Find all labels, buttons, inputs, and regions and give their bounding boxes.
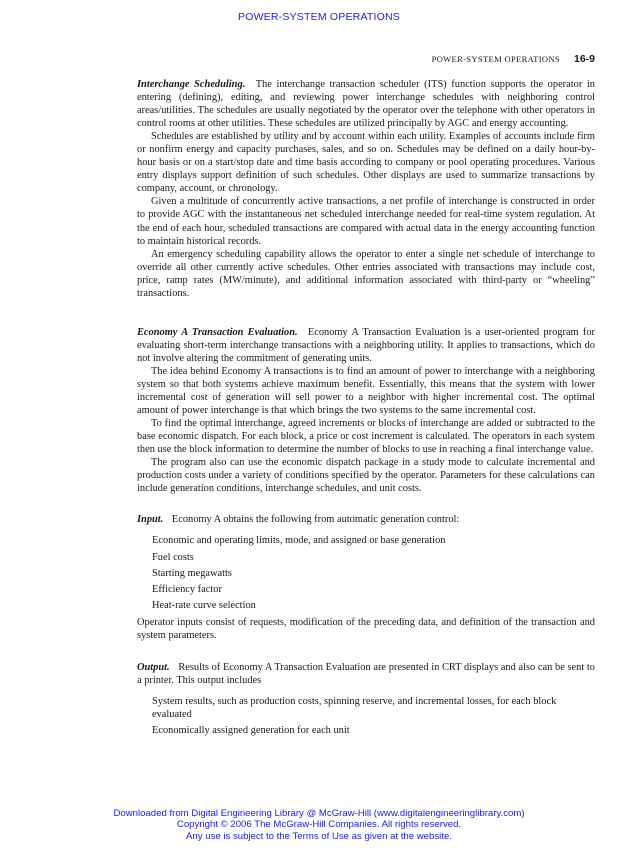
economy-paragraph-4: The program also can use the economic dispatch package in a study mode to calculate incremental and production costs under a variety of conditions specified by the operator. Parameters for these calculations can include generation conditions, interchange schedules, and unit costs. [137,457,595,495]
interchange-paragraph-2: Schedules are established by utility and by account within each utility. Examples of accounts include firm or nonfirm energy and capacity purchases, sales, and so on. Schedules may be defined on a daily hour-by-hour basis or on a start/stop date and time basis according to company or pool operating procedures. Various entry displays support definition of such schedules. Other displays are used to summarize transactions by company, account, or chronology. [137,131,595,195]
input-after-paragraph: Operator inputs consist of requests, modification of the preceding data, and definition of the transaction and system parameters. [137,617,595,642]
input-heading: Input. [137,514,164,526]
page-content [137,78,595,740]
list-item: Heat-rate curve selection [152,600,256,612]
interchange-text-1: The interchange transaction scheduler (ITS) function supports the operator in entering (defining), editing, and reviewing power interchange schedules with neighboring control areas/utilities. The schedules are usually negotiated by the operator over the telephone with other operators in control rooms at other utilities. These schedules are utilized principally by AGC and energy accounting. [137,79,595,130]
list-item: System results, such as production costs, spinning reserve, and incremental losses, for each block evaluated [152,695,557,720]
output-intro-paragraph [137,661,595,687]
list-item: Fuel costs [152,551,194,563]
interchange-paragraph-1 [137,78,595,130]
footer-download-link[interactable]: Downloaded from Digital Engineering Library @ McGraw-Hill (www.digitalengineeringlibrary.com) [113,808,525,819]
section-interchange-scheduling [137,78,595,300]
economy-heading: Economy A Transaction Evaluation. [137,326,298,338]
economy-paragraph-2: The idea behind Economy A transactions is to find an amount of power to interchange with a neighboring system so that both systems achieve maximum benefit. Essentially, this means that the system with lower incremental cost of generation will sell power to a neighbor with higher incremental cost. The optimal amount of power interchange is that which brings the two systems to the same incremental cost. [137,365,595,417]
input-list [152,534,595,612]
page-number: 16-9 [573,53,595,65]
footer-copyright: Copyright © 2006 The McGraw-Hill Companies. All rights reserved. [176,819,462,831]
section-spacer [137,643,595,661]
top-banner: POWER-SYSTEM OPERATIONS [238,11,400,23]
interchange-paragraph-4: An emergency scheduling capability allows the operator to enter a single net schedule of interchange to override all other currently active schedules. Other entries associated with transactions may include cost, price, ramp rates (MW/minute), and additional information associated with third-party or “wheeling” transactions. [137,248,595,299]
section-economy-a [137,326,595,496]
running-head-title: POWER-SYSTEM OPERATIONS [431,54,560,64]
section-spacer [137,300,595,326]
list-item: Economic and operating limits, mode, and assigned or base generation [152,535,446,547]
economy-paragraph-3: To find the optimal interchange, agreed increments or blocks of interchange are added or subtracted to the base economic dispatch. For each block, a price or cost increment is calculated. The operators in each system then use the block information to determine the number of blocks to use in reaching a final interchange value. [137,418,595,456]
section-output [137,661,595,737]
footer-terms-link[interactable]: Any use is subject to the Terms of Use as given at the website. [186,830,452,842]
economy-text-1: Economy A Transaction Evaluation is a user-oriented program for evaluating short-term interchange transactions with a neighboring utility. It applies to transactions, which do not involve altering the commitment of generating units. [137,326,595,364]
download-footer [0,808,638,842]
section-spacer [137,495,595,513]
section-input [137,513,595,642]
output-heading: Output. [137,661,170,673]
list-item: Efficiency factor [152,584,222,596]
output-intro: Results of Economy A Transaction Evaluation are presented in CRT displays and also can be sent to a printer. This output includes [137,661,595,686]
list-item: Starting megawatts [152,567,232,579]
economy-paragraph-1 [137,326,595,365]
running-head [137,53,595,65]
list-item: Economically assigned generation for each unit [152,724,350,736]
interchange-heading: Interchange Scheduling. [137,79,246,90]
input-intro: Economy A obtains the following from automatic generation control: [171,514,460,526]
input-intro-paragraph [137,513,595,526]
interchange-paragraph-3: Given a multitude of concurrently active transactions, a net profile of interchange is constructed in order to provide AGC with the instantaneous net scheduled interchange needed for real-time system regulation. At the end of each hour, scheduled transactions are compared with actual data in the energy accounting function to maintain historical records. [137,196,595,247]
output-list [152,695,595,737]
